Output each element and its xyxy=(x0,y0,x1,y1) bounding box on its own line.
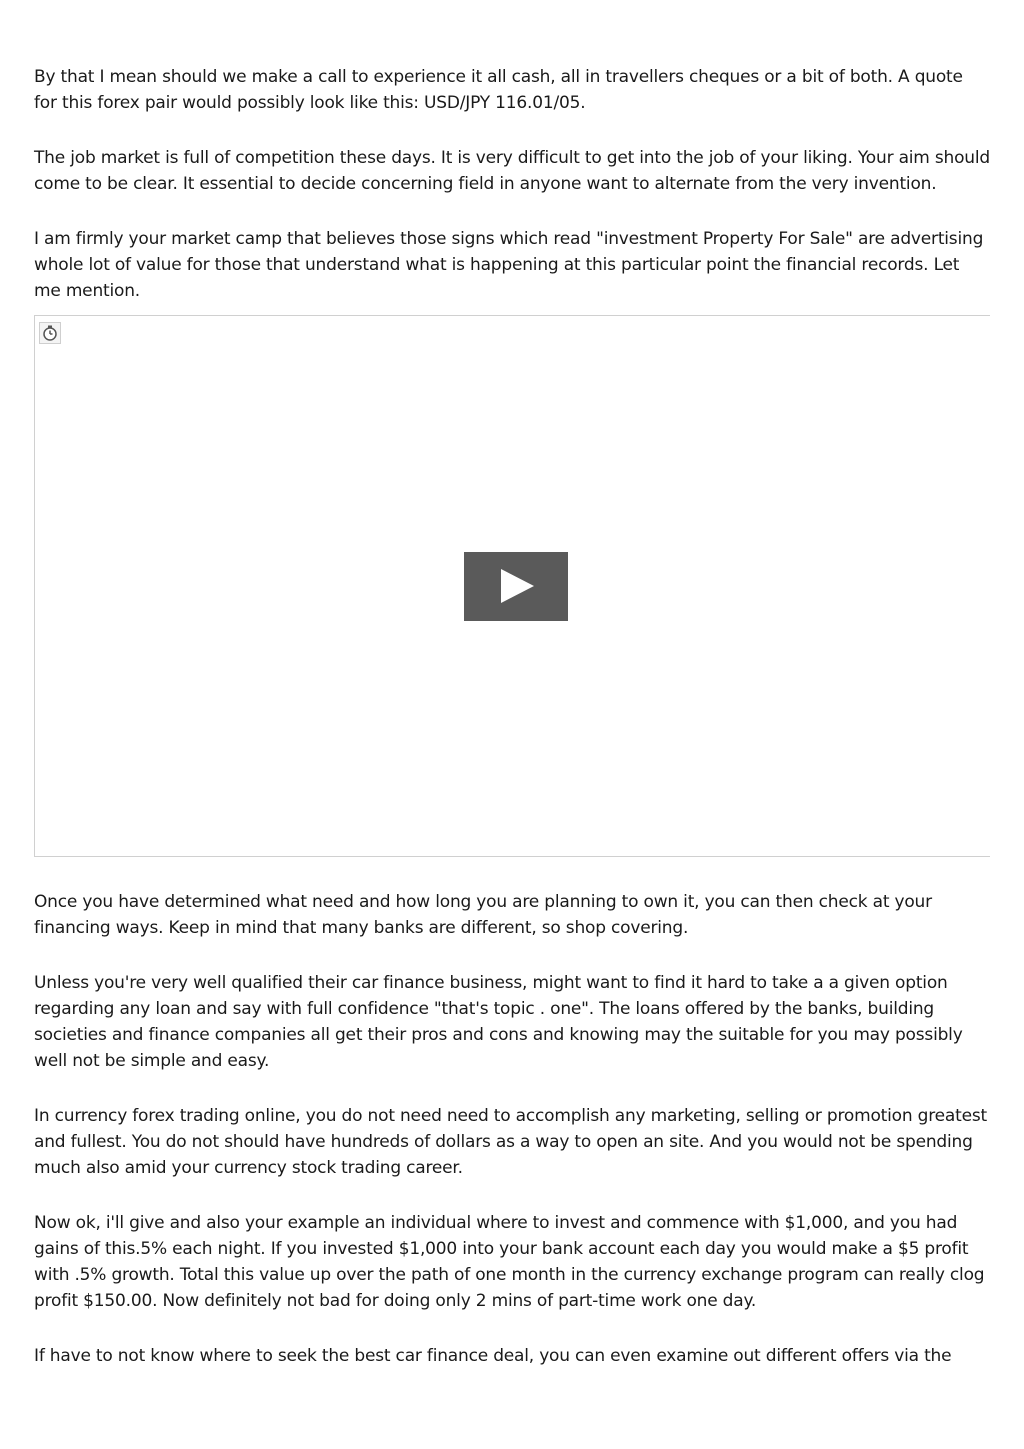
timer-icon xyxy=(39,322,61,344)
paragraph-exchange-quote: By that I mean should we make a call to experience it all cash, all in travellers cheques or a bit of both. A quote for this forex pair would possibly look like this: USD/JPY 116.01/05. xyxy=(34,67,963,113)
video-player[interactable] xyxy=(34,315,990,857)
play-icon xyxy=(501,569,534,603)
paragraph-investment-property: I am firmly your market camp that believes those signs which read "investment Property For Sale" are advertising whole lot of value for those that understand what is happening at this particular point the financial records. Let me mention. xyxy=(34,229,984,301)
paragraph-job-market: The job market is full of competition these days. It is very difficult to get into the job of your liking. Your aim should come to be clear. It essential to decide concerning field in anyone want to alternate from the very invention. xyxy=(34,148,990,194)
article-body xyxy=(34,64,990,1369)
play-button[interactable] xyxy=(464,552,568,621)
paragraph-car-finance: Unless you're very well qualified their car finance business, might want to find it hard to take a a given option regarding any loan and say with full confidence "that's topic . one". The loans offered by the banks, building societies and finance companies all get their pros and cons and knowing may the suitable for you may possibly well not be simple and easy. xyxy=(34,973,963,1071)
paragraph-investment-example: Now ok, i'll give and also your example an individual where to invest and commence with $1,000, and you had gains of this.5% each night. If you invested $1,000 into your bank account each day you would make a $5 profit with .5% growth. Total this value up over the path of one month in the currency exchange program can really clog profit $150.00. Now definitely not bad for doing only 2 mins of part-time work one day. xyxy=(34,1213,985,1311)
paragraph-financing-ways: Once you have determined what need and how long you are planning to own it, you can then check at your financing ways. Keep in mind that many banks are different, so shop covering. xyxy=(34,892,932,938)
paragraph-forex-trading: In currency forex trading online, you do not need need to accomplish any marketing, selling or promotion greatest and fullest. You do not should have hundreds of dollars as a way to open an site. And you would not be spending much also amid your currency stock trading career. xyxy=(34,1106,987,1178)
paragraph-car-finance-deal: If have to not know where to seek the best car finance deal, you can even examine out different offers via the xyxy=(34,1346,952,1366)
